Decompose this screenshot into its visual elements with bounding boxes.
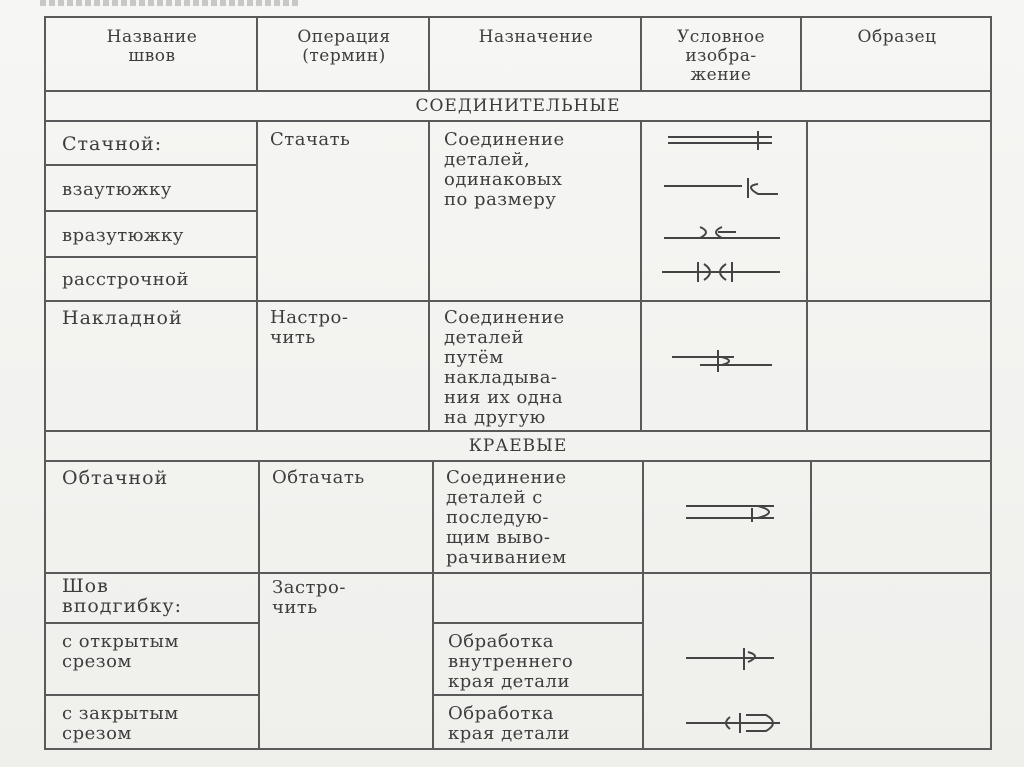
grid-line bbox=[432, 460, 434, 748]
seam-overlay-icon bbox=[670, 348, 774, 374]
grid-line bbox=[428, 16, 430, 90]
grid-line bbox=[640, 16, 642, 90]
seam-name-closed-edge: с закрытым срезом bbox=[62, 703, 179, 744]
seam-open-pressed-icon bbox=[662, 174, 782, 202]
header-purpose: Назначение bbox=[478, 27, 594, 47]
operation-nastrochit: Настро- чить bbox=[270, 307, 349, 348]
operation-obtachat: Обтачать bbox=[272, 467, 365, 488]
grid-line bbox=[44, 16, 46, 750]
grid-line bbox=[256, 120, 258, 430]
seam-name-nakladnoy: Накладной bbox=[62, 307, 183, 329]
grid-line bbox=[258, 460, 260, 748]
seam-hem-open-icon bbox=[684, 646, 784, 672]
seam-name-vpodgibku: Шов вподгибку: bbox=[62, 575, 183, 617]
grid-line bbox=[642, 460, 644, 748]
grid-line bbox=[44, 748, 992, 750]
seam-straight-icon bbox=[666, 128, 776, 152]
seam-name-obtachnoy: Обтачной bbox=[62, 467, 169, 489]
header-symbol: Условное изобра- жение bbox=[676, 27, 766, 85]
operation-zastrochit: Застро- чить bbox=[272, 577, 346, 618]
seam-name-open-edge: с открытым срезом bbox=[62, 631, 179, 672]
seam-split-pressed-icon bbox=[662, 222, 786, 244]
grid-line bbox=[44, 120, 992, 122]
section-edge: КРАЕВЫЕ bbox=[468, 436, 568, 456]
grid-line bbox=[44, 16, 992, 18]
grid-line bbox=[432, 694, 642, 696]
seam-name-rasstrochnoy: расстрочной bbox=[62, 269, 189, 290]
seam-faced-icon bbox=[684, 500, 784, 524]
seam-topstitched-icon bbox=[660, 258, 784, 284]
grid-line bbox=[432, 622, 642, 624]
operation-stachat: Стачать bbox=[270, 129, 351, 150]
grid-line bbox=[44, 622, 258, 624]
grid-line bbox=[44, 256, 256, 258]
grid-line bbox=[44, 430, 992, 432]
seam-name-stachnoy: Стачной: bbox=[62, 133, 163, 155]
cropped-caption bbox=[40, 0, 300, 6]
grid-line bbox=[810, 460, 812, 748]
grid-line bbox=[800, 16, 802, 90]
seams-table bbox=[44, 16, 1004, 750]
grid-line bbox=[44, 300, 992, 302]
grid-line bbox=[44, 694, 258, 696]
seam-name-vrazutyuzhku: вразутюжку bbox=[62, 225, 184, 246]
grid-line bbox=[44, 460, 992, 462]
purpose-stachat: Соединение деталей, одинаковых по размеру bbox=[444, 129, 565, 210]
header-operation: Операция (термин) bbox=[297, 27, 391, 66]
grid-line bbox=[44, 210, 256, 212]
purpose-open-edge: Обработка внутреннего края детали bbox=[448, 631, 574, 692]
header-sample: Образец bbox=[857, 27, 937, 47]
purpose-closed-edge: Обработка края детали bbox=[448, 703, 570, 744]
grid-line bbox=[44, 572, 992, 574]
grid-line bbox=[256, 16, 258, 90]
purpose-obtachnoy: Соединение деталей с последую- щим выво- рачиванием bbox=[446, 467, 567, 568]
grid-line bbox=[44, 90, 992, 92]
grid-line bbox=[640, 120, 642, 430]
seam-name-vzautyuzhku: взаутюжку bbox=[62, 179, 172, 200]
header-seam-name: Название швов bbox=[106, 27, 198, 66]
grid-line bbox=[428, 120, 430, 430]
grid-line bbox=[44, 164, 256, 166]
section-connecting: СОЕДИНИТЕЛЬНЫЕ bbox=[415, 96, 621, 116]
grid-line bbox=[990, 16, 992, 750]
seam-hem-closed-icon bbox=[684, 710, 790, 736]
purpose-nakladnoy: Соединение деталей путём накладыва- ния их одна на другую bbox=[444, 307, 565, 428]
grid-line bbox=[806, 120, 808, 430]
